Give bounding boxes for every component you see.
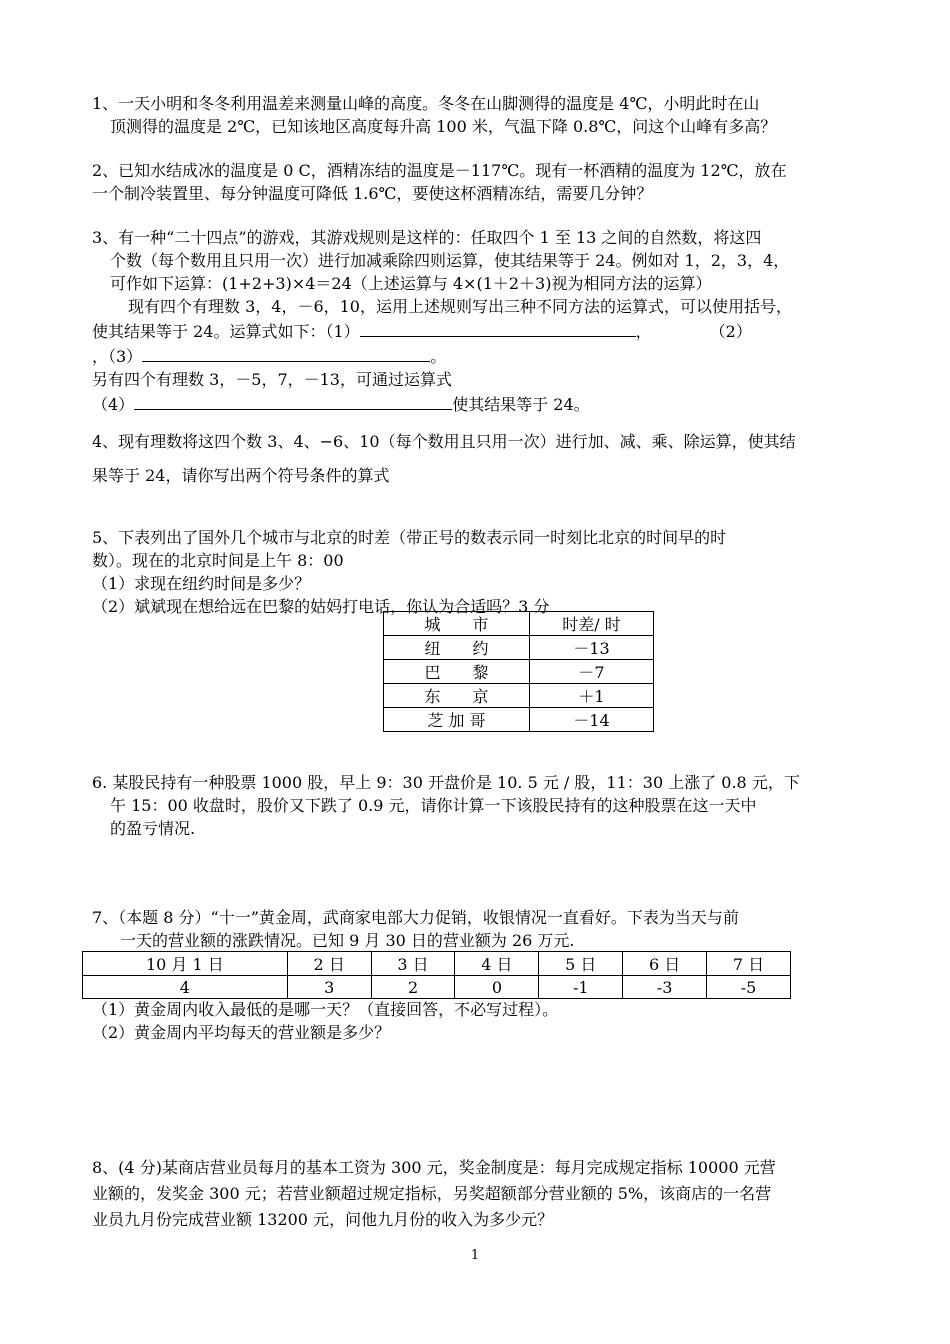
question-4-line-1: 4、现有理数将这四个数 3、4、−6、10（每个数用且只用一次）进行加、减、乘、除运算，使其结 — [92, 432, 796, 451]
question-3 — [92, 226, 862, 416]
question-7-line-1: 7、（本题 8 分）“十一”黄金周，武商家电部大力促销，收银情况一直看好。下表为当天与前 — [92, 908, 739, 927]
question-7-line-4: （2）黄金周内平均每天的营业额是多少？ — [92, 1023, 391, 1042]
question-6 — [92, 771, 862, 840]
city-cell: 巴 黎 — [384, 660, 530, 684]
question-3-line-6-label: ，（3） — [92, 347, 143, 366]
question-6-line-2: 午 15：00 收盘时，股价又下跌了 0.9 元，请你计算一下该股民持有的这种股票在这一天中 — [110, 796, 757, 815]
question-3-line-5 — [92, 318, 862, 343]
question-5 — [92, 526, 862, 618]
difference-cell: ＋1 — [530, 684, 654, 708]
table-row — [384, 660, 654, 684]
table-row — [384, 708, 654, 732]
question-3-line-5-comma: ， — [635, 322, 652, 341]
table-row — [384, 636, 654, 660]
header-time-difference: 时差/ 时 — [530, 612, 654, 636]
difference-cell: －14 — [530, 708, 654, 732]
question-8-line-3: 业员九月份完成营业额 13200 元，问他九月份的收入为多少元？ — [92, 1210, 554, 1229]
question-5-line-3: （1）求现在纽约时间是多少？ — [92, 574, 311, 593]
question-3-line-8-label: （4） — [92, 395, 135, 414]
table-row — [384, 684, 654, 708]
difference-cell: －7 — [530, 660, 654, 684]
question-3-line-5-text: 使其结果等于 24。运算式如下：（1） — [92, 322, 360, 341]
page-number: 1 — [470, 1248, 480, 1263]
question-3-line-4: 现有四个有理数 3，4，－6，10，运用上述规则写出三种不同方法的运算式，可以使用括号， — [128, 297, 792, 316]
city-cell: 芝 加 哥 — [384, 708, 530, 732]
question-3-line-3: 可作如下运算：(1+2+3)×4＝24（上述运算与 4×(1＋2＋3)视为相同方法的运算） — [110, 274, 712, 293]
table-header-row — [384, 612, 654, 636]
table-row — [83, 976, 791, 999]
header-city: 城 市 — [384, 612, 530, 636]
date-cell: 7 日 — [707, 952, 791, 976]
question-2-line-1: 2、已知水结成冰的温度是 0 C，酒精冻结的温度是－117℃。现有一杯酒精的温度为 12℃，放在 — [92, 161, 787, 180]
question-8-line-1: 8、(4 分)某商店营业员每月的基本工资为 300 元，奖金制度是：每月完成规定指标 10000 元营 — [92, 1158, 776, 1177]
date-cell: 6 日 — [623, 952, 707, 976]
difference-cell: －13 — [530, 636, 654, 660]
question-5-line-2: 数）。现在的北京时间是上午 8：00 — [92, 551, 344, 570]
question-6-line-1: 6. 某股民持有一种股票 1000 股，早上 9：30 开盘价是 10. 5 元 / 股，11：30 上涨了 0.8 元，下 — [92, 773, 800, 792]
answer-blank-4[interactable] — [134, 391, 452, 410]
date-cell: 3 日 — [371, 952, 455, 976]
date-cell: 5 日 — [539, 952, 623, 976]
question-7 — [92, 906, 862, 952]
date-cell: 4 日 — [455, 952, 539, 976]
question-5-line-1: 5、下表列出了国外几个城市与北京的时差（带正号的数表示同一时刻比北京的时间早的时 — [92, 528, 727, 547]
answer-blank-3[interactable] — [142, 343, 430, 362]
question-3-line-5-label-2: （2） — [709, 322, 752, 341]
value-cell: 4 — [83, 976, 288, 999]
question-8-line-2: 业额的，发奖金 300 元；若营业额超过规定指标，另奖超额部分营业额的 5%，该商店的一名营 — [92, 1184, 772, 1203]
city-cell: 纽 约 — [384, 636, 530, 660]
table-header-row — [83, 952, 791, 976]
value-cell: 2 — [371, 976, 455, 999]
question-4 — [92, 425, 862, 493]
question-7-line-2: 一天的营业额的涨跌情况。已知 9 月 30 日的营业额为 26 万元. — [120, 931, 575, 950]
value-cell: 0 — [455, 976, 539, 999]
city-cell: 东 京 — [384, 684, 530, 708]
question-3-line-7: 另有四个有理数 3，－5，7，－13，可通过运算式 — [92, 370, 452, 389]
date-cell: 2 日 — [287, 952, 371, 976]
question-3-line-8 — [92, 391, 862, 416]
value-cell: -3 — [623, 976, 707, 999]
question-1-line-1: 1、一天小明和冬冬利用温差来测量山峰的高度。冬冬在山脚测得的温度是 4℃，小明此时在山 — [92, 94, 760, 113]
value-cell: -5 — [707, 976, 791, 999]
value-cell: 3 — [287, 976, 371, 999]
question-3-line-6-end: 。 — [430, 347, 447, 366]
question-5-line-4: （2）斌斌现在想给远在巴黎的姑妈打电话，你认为合适吗？3 分 — [92, 597, 550, 616]
question-6-line-3: 的盈亏情况. — [110, 819, 196, 838]
question-2-line-2: 一个制冷装置里、每分钟温度可降低 1.6℃，要使这杯酒精冻结，需要几分钟？ — [92, 184, 653, 203]
time-difference-table — [383, 611, 654, 732]
question-3-line-2: 个数（每个数用且只用一次）进行加减乘除四则运算，使其结果等于 24。例如对 1，2，3，4， — [110, 251, 790, 270]
question-7-subquestions — [92, 998, 862, 1044]
date-cell: 10 月 1 日 — [83, 952, 288, 976]
question-3-line-6 — [92, 343, 862, 368]
value-cell: -1 — [539, 976, 623, 999]
question-1-line-2: 顶测得的温度是 2℃，已知该地区高度每升高 100 米，气温下降 0.8℃，问这个山峰有多高？ — [110, 117, 777, 136]
question-3-line-8-end: 使其结果等于 24。 — [452, 395, 590, 414]
question-7-line-3: （1）黄金周内收入最低的是哪一天？（直接回答，不必写过程）。 — [92, 1000, 559, 1019]
question-8 — [92, 1155, 862, 1233]
question-1 — [92, 92, 862, 138]
question-4-line-2: 果等于 24，请你写出两个符号条件的算式 — [92, 466, 390, 485]
question-3-line-1: 3、有一种“二十四点”的游戏，其游戏规则是这样的：任取四个 1 至 13 之间的自然数，将这四 — [92, 228, 762, 247]
sales-change-table — [82, 951, 791, 999]
answer-blank-1[interactable] — [360, 318, 636, 337]
question-2 — [92, 159, 862, 205]
